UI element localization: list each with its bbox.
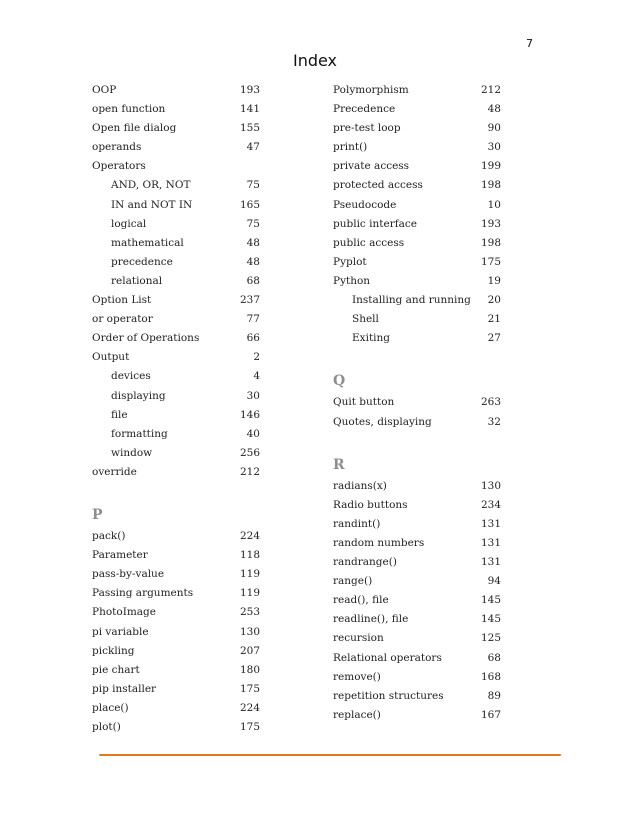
index-entry — [333, 234, 501, 253]
entry-term: repetition structures — [333, 689, 444, 702]
entry-page: 141 — [239, 103, 260, 116]
index-entry — [92, 291, 260, 310]
entry-term: Open file dialog — [92, 122, 177, 135]
index-entry — [92, 584, 260, 603]
entry-term: Operators — [92, 160, 146, 173]
index-entry — [333, 668, 501, 687]
entry-term: pickling — [92, 644, 135, 657]
entry-page: 48 — [487, 103, 501, 116]
index-entry — [333, 272, 501, 291]
entry-term: file — [111, 408, 128, 421]
entry-page: 193 — [239, 84, 260, 96]
entry-term: OOP — [92, 84, 117, 96]
entry-term: replace() — [333, 708, 381, 721]
index-entry — [333, 629, 501, 648]
entry-term: Shell — [352, 313, 379, 326]
entry-page: 119 — [239, 568, 260, 581]
entry-page: 77 — [246, 313, 260, 326]
entry-term: operands — [92, 141, 142, 154]
entry-term: private access — [333, 160, 410, 173]
index-entry — [333, 81, 501, 100]
index-entry — [333, 196, 501, 215]
entry-page: 68 — [246, 274, 260, 287]
index-entry — [333, 515, 501, 534]
index-entry — [92, 329, 260, 348]
entry-term: AND, OR, NOT — [111, 179, 191, 192]
entry-page: 4 — [253, 370, 260, 383]
entry-term: recursion — [333, 632, 384, 645]
index-subentry — [92, 234, 260, 253]
index-entry — [333, 157, 501, 176]
index-subentry — [92, 406, 260, 425]
page-title: Index — [292, 51, 338, 70]
entry-term: override — [92, 465, 137, 478]
entry-term: relational — [111, 274, 163, 287]
entry-term: protected access — [333, 179, 423, 192]
entry-page: 19 — [487, 274, 501, 287]
entry-term: Order of Operations — [92, 332, 200, 345]
entry-term: Quit button — [333, 396, 395, 409]
entry-page: 155 — [239, 122, 260, 135]
entry-term: logical — [111, 217, 147, 230]
entry-page: 48 — [246, 236, 260, 249]
entry-term: IN and NOT IN — [111, 198, 193, 211]
index-subentry — [333, 291, 501, 310]
entry-page: 131 — [480, 556, 501, 569]
entry-page: 145 — [480, 613, 501, 626]
entry-term: pip installer — [92, 682, 157, 695]
entry-term: public access — [333, 236, 405, 249]
entry-term: Exiting — [352, 332, 391, 345]
entry-page: 131 — [480, 536, 501, 549]
entry-page: 224 — [239, 530, 260, 543]
entry-term: PhotoImage — [92, 606, 156, 619]
entry-page: 224 — [239, 701, 260, 714]
page-number: 7 — [526, 37, 533, 50]
index-subentry — [92, 215, 260, 234]
entry-term: devices — [111, 370, 151, 383]
entry-page: 20 — [487, 294, 501, 307]
index-entry — [92, 157, 260, 176]
entry-page: 75 — [246, 179, 260, 192]
entry-page: 198 — [480, 236, 501, 249]
index-entry — [92, 680, 260, 699]
entry-term: randint() — [333, 517, 381, 530]
entry-term: range() — [333, 575, 373, 588]
index-entry — [333, 413, 501, 432]
index-subentry — [92, 387, 260, 406]
entry-page: 256 — [239, 446, 260, 459]
entry-term: Installing and running — [352, 294, 471, 307]
section-letter-r: R — [333, 456, 345, 473]
index-entry — [92, 100, 260, 119]
index-subentry — [92, 272, 260, 291]
entry-term: pre-test loop — [333, 122, 401, 135]
index-entry — [333, 706, 501, 725]
index-entry — [333, 534, 501, 553]
entry-page: 48 — [246, 255, 260, 268]
entry-term: formatting — [111, 427, 168, 440]
entry-page: 27 — [487, 332, 501, 345]
index-subentry — [92, 367, 260, 386]
index-entry — [333, 477, 501, 496]
index-entry — [92, 623, 260, 642]
entry-term: Pyplot — [333, 255, 367, 268]
index-entry — [92, 138, 260, 157]
entry-term: randrange() — [333, 556, 397, 569]
entry-term: Precedence — [333, 103, 396, 116]
index-entry — [92, 81, 260, 100]
index-entry — [92, 718, 260, 737]
entry-page: 207 — [239, 644, 260, 657]
entry-term: Quotes, displaying — [333, 415, 432, 428]
section-letter-p: P — [92, 507, 103, 524]
entry-page: 146 — [239, 408, 260, 421]
entry-term: print() — [333, 141, 368, 154]
entry-page: 198 — [480, 179, 501, 192]
entry-page: 234 — [480, 498, 501, 511]
entry-term: Output — [92, 351, 130, 364]
entry-term: radians(x) — [333, 479, 387, 492]
entry-term: place() — [92, 701, 129, 714]
entry-page: 30 — [246, 389, 260, 402]
entry-page: 199 — [480, 160, 501, 173]
index-entry — [333, 553, 501, 572]
index-entry — [333, 610, 501, 629]
entry-page: 193 — [480, 217, 501, 230]
index-subentry — [92, 444, 260, 463]
index-subentry — [92, 253, 260, 272]
index-entry — [333, 100, 501, 119]
index-entry — [92, 119, 260, 138]
entry-page: 90 — [487, 122, 501, 135]
index-entry — [92, 310, 260, 329]
entry-page: 75 — [246, 217, 260, 230]
index-entry — [333, 591, 501, 610]
entry-page: 66 — [246, 332, 260, 345]
entry-page: 237 — [239, 294, 260, 307]
entry-term: plot() — [92, 721, 121, 733]
entry-page: 168 — [480, 670, 501, 683]
index-entry — [333, 176, 501, 195]
index-entry — [333, 649, 501, 668]
entry-page: 40 — [246, 427, 260, 440]
entry-term: public interface — [333, 217, 417, 230]
index-subentry — [92, 196, 260, 215]
entry-term: or operator — [92, 313, 153, 326]
index-entry — [333, 138, 501, 157]
entry-term: mathematical — [111, 236, 184, 249]
entry-term: Relational operators — [333, 651, 442, 664]
index-entry — [92, 463, 260, 482]
entry-term: Pseudocode — [333, 198, 397, 211]
index-entry — [92, 546, 260, 565]
entry-page: 175 — [239, 682, 260, 695]
entry-page: 10 — [487, 198, 501, 211]
entry-page: 30 — [487, 141, 501, 154]
index-column-right — [333, 81, 501, 725]
entry-term: pie chart — [92, 663, 140, 676]
section-letter-q: Q — [333, 373, 346, 390]
index-entry — [333, 215, 501, 234]
entry-term: pi variable — [92, 625, 149, 638]
index-entry — [333, 119, 501, 138]
index-entry — [333, 393, 501, 412]
entry-page: 130 — [239, 625, 260, 638]
entry-page: 89 — [487, 689, 501, 702]
entry-page: 2 — [253, 351, 260, 364]
entry-page: 175 — [480, 255, 501, 268]
entry-page: 130 — [480, 479, 501, 492]
index-entry — [92, 642, 260, 661]
entry-term: Radio buttons — [333, 498, 408, 511]
entry-term: open function — [92, 103, 166, 116]
footer-rule — [99, 754, 561, 756]
index-entry — [92, 527, 260, 546]
index-subentry — [92, 425, 260, 444]
index-entry — [333, 687, 501, 706]
entry-page: 165 — [239, 198, 260, 211]
index-entry — [333, 572, 501, 591]
entry-page: 253 — [239, 606, 260, 619]
index-subentry — [333, 329, 501, 348]
entry-term: pack() — [92, 530, 126, 543]
entry-page: 47 — [246, 141, 260, 154]
entry-page: 32 — [487, 415, 501, 428]
entry-page: 263 — [480, 396, 501, 409]
entry-term: precedence — [111, 255, 173, 268]
entry-term: remove() — [333, 670, 381, 683]
entry-page: 212 — [239, 465, 260, 478]
entry-term: pass-by-value — [92, 568, 165, 581]
entry-page: 119 — [239, 587, 260, 600]
entry-page: 180 — [239, 663, 260, 676]
index-entry — [92, 565, 260, 584]
index-entry — [92, 348, 260, 367]
entry-page: 175 — [239, 721, 260, 733]
entry-term: window — [111, 446, 153, 459]
index-entry — [333, 496, 501, 515]
entry-page: 145 — [480, 594, 501, 607]
entry-term: read(), file — [333, 594, 389, 607]
entry-term: Option List — [92, 294, 152, 307]
entry-page: 167 — [480, 708, 501, 721]
entry-term: Python — [333, 274, 371, 287]
entry-page: 212 — [480, 84, 501, 96]
entry-page: 68 — [487, 651, 501, 664]
index-column-left — [92, 81, 260, 737]
index-entry — [92, 661, 260, 680]
entry-term: Parameter — [92, 549, 148, 562]
entry-page: 125 — [480, 632, 501, 645]
entry-term: displaying — [111, 389, 166, 402]
entry-term: Passing arguments — [92, 587, 194, 600]
index-entry — [92, 699, 260, 718]
entry-page: 94 — [487, 575, 501, 588]
index-entry — [333, 253, 501, 272]
entry-term: Polymorphism — [333, 84, 409, 96]
index-subentry — [333, 310, 501, 329]
index-entry — [92, 603, 260, 622]
entry-page: 21 — [487, 313, 501, 326]
entry-term: random numbers — [333, 536, 425, 549]
entry-page: 131 — [480, 517, 501, 530]
entry-page: 118 — [239, 549, 260, 562]
entry-term: readline(), file — [333, 613, 409, 626]
index-subentry — [92, 176, 260, 195]
